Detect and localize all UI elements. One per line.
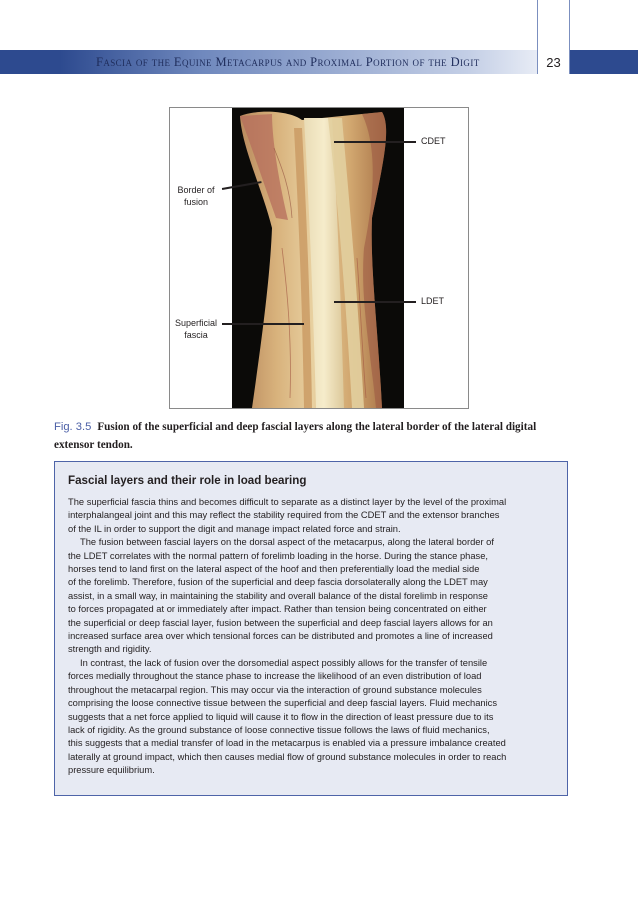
figure-number: Fig. 3.5 bbox=[54, 421, 92, 433]
box-line: laterally at ground impact, which then causes medial flow of ground substance molecules in order to reach bbox=[68, 751, 507, 762]
dissection-photo bbox=[232, 108, 404, 408]
box-line: increased surface area over which tensional forces can be distributed and promotes a line of increased bbox=[68, 631, 493, 642]
box-line: In contrast, the lack of fusion over the dorsomedial aspect possibly allows for the transfer of tensile bbox=[80, 657, 488, 668]
label-border-line2: fusion bbox=[183, 197, 209, 207]
box-body bbox=[68, 496, 558, 778]
box-line: of the forelimb. Therefore, fusion of the superficial and deep fascia dorsolaterally along the LDET may bbox=[68, 577, 488, 588]
box-line: of the IL in order to support the digit and manage impact related force and strain. bbox=[68, 523, 401, 534]
header-band-right bbox=[570, 50, 638, 74]
box-line: assist, in a small way, in maintaining the stability and overall balance of the distal forelimb in response bbox=[68, 590, 488, 601]
box-line: comprising the loose connective tissue between the superficial and deep fascial layers. Fluid mechanics bbox=[68, 698, 498, 709]
box-line: this suggests that a medial transfer of load in the metacarpus is enabled via a pressure imbalance created bbox=[68, 738, 506, 749]
box-line: horses tend to land first on the lateral aspect of the hoof and then preferentially load the medial side bbox=[68, 564, 480, 575]
box-line: the LDET correlates with the normal pattern of forelimb loading in the horse. During the stance phase, bbox=[68, 550, 489, 561]
label-cdet: CDET bbox=[421, 136, 446, 146]
box-title: Fascial layers and their role in load bearing bbox=[68, 474, 307, 487]
cdet-leader bbox=[334, 141, 416, 143]
page-number: 23 bbox=[546, 55, 561, 70]
caption-line1: Fusion of the superficial and deep fascial layers along the lateral border of the lateral digital bbox=[97, 421, 537, 433]
ldet-leader bbox=[334, 301, 416, 303]
box-line: to forces propagated at or immediately after impact. Rather than tension being concentrated on either bbox=[68, 604, 487, 615]
label-superficial-fascia bbox=[170, 317, 222, 341]
caption-line2: extensor tendon. bbox=[54, 439, 133, 451]
box-line: throughout the metacarpal region. This may occur via the interaction of ground substance molecules bbox=[68, 684, 482, 695]
label-border-line1: Border of bbox=[177, 185, 215, 195]
box-line: lack of rigidity. As the ground substance of loose connective tissue follows the laws of fluid mechanics, bbox=[68, 724, 490, 735]
box-line: forces medially throughout the stance phase to increase the likelihood of an even distribution of load bbox=[68, 671, 482, 682]
superficial-leader bbox=[222, 323, 304, 325]
figure-caption bbox=[54, 418, 574, 454]
label-superficial-line1: Superficial bbox=[174, 318, 218, 328]
box-line: interphalangeal joint and this may reflect the stability required from the CDET and the extensor branches bbox=[68, 510, 500, 521]
box-line: strength and rigidity. bbox=[68, 644, 152, 655]
running-title: Fascia of the Equine Metacarpus and Proximal Portion of the Digit bbox=[96, 55, 480, 69]
box-line: the superficial or deep fascial layer, fusion between the superficial and deep fascial layers allows for an bbox=[68, 617, 493, 628]
label-border-of-fusion bbox=[170, 184, 222, 208]
box-line: The superficial fascia thins and becomes difficult to separate as a distinct layer by the level of the proximal bbox=[68, 497, 507, 507]
box-line: suggests that a net force applied to liquid will cause it to flow in the direction of least pressure due to its bbox=[68, 711, 494, 722]
label-ldet: LDET bbox=[421, 296, 445, 306]
box-line: pressure equilibrium. bbox=[68, 765, 155, 776]
label-superficial-line2: fascia bbox=[184, 330, 208, 340]
box-line: The fusion between fascial layers on the dorsal aspect of the metacarpus, along the lateral border of bbox=[80, 537, 494, 548]
